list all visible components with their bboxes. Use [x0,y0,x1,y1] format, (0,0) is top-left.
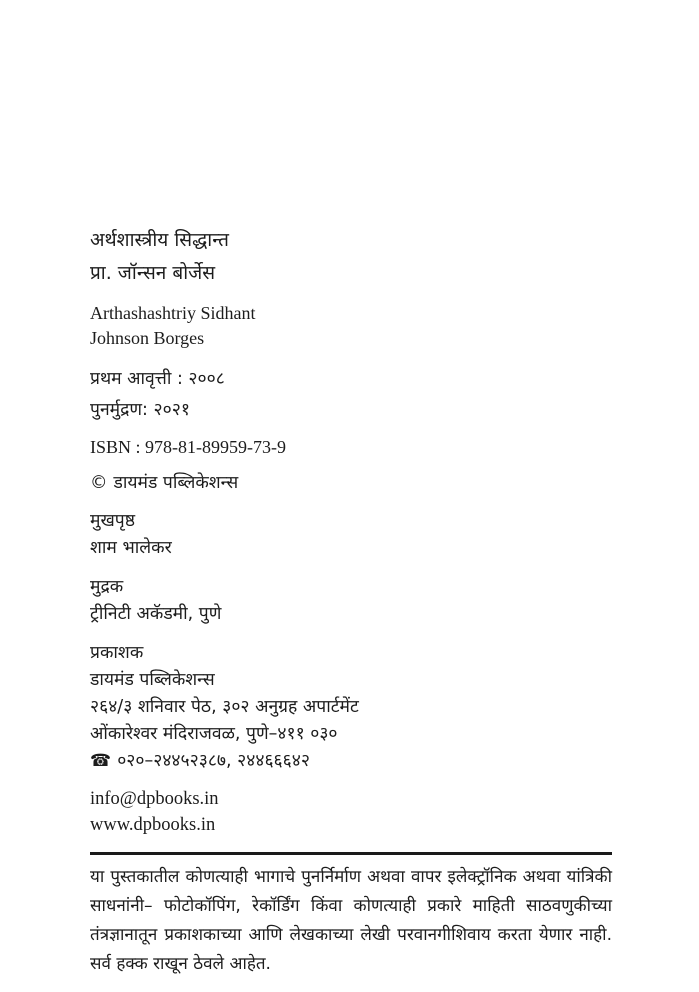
title-block [90,224,612,290]
publisher-address-line2: ओंकारेश्वर मंदिराजवळ, पुणे–४११ ०३० [90,724,338,744]
cover-label: मुखपृष्ठ [90,511,136,531]
first-edition-line: प्रथम आवृत्ती : २००८ [90,369,225,389]
telephone-icon: ☎ [90,751,112,771]
copyright-icon: © [90,473,108,493]
cover-artist: शाम भालेकर [90,538,172,558]
phone-numbers: ०२०–२४४५२३८७, २४४६६६४२ [117,751,310,771]
copyright-line [90,470,612,496]
imprint-content [90,224,612,992]
publisher-name: डायमंड पब्लिकेशन्स [90,670,215,690]
copyright-holder: डायमंड पब्लिकेशन्स [113,473,239,493]
book-title-marathi: अर्थशास्त्रीय सिद्धान्त [90,229,229,251]
printer-section [90,574,612,628]
english-title-block [90,301,612,351]
printer-label: मुद्रक [90,577,124,597]
publisher-address-line1: २६४/३ शनिवार पेठ, ३०२ अनुग्रह अपार्टमेंट [90,697,359,717]
edition-block [90,364,612,426]
publisher-email: info@dpbooks.in [90,789,219,809]
isbn-line: ISBN : 978-81-89959-73-9 [90,437,286,457]
rights-notice-paragraph: या पुस्तकातील कोणत्याही भागाचे पुनर्निर्माण अथवा वापर इलेक्ट्रॉनिक अथवा यांत्रिकी साधनांनी– फोटोकॉपिंग, रेकॉर्डिंग किंवा कोणत्याही प्रकारे माहिती साठवणुकीच्या तंत्रज्ञानातून प्रकाशकाच्या आणि लेखकाच्या लेखी परवानगीशिवाय करता येणार नाही. सर्व हक्क राखून ठेवले आहेत. [90,867,612,974]
notice-divider-rule [90,852,612,855]
book-title-english: Arthashashtriy Sidhant [90,303,256,323]
book-author-marathi: प्रा. जॉन्सन बोर्जेस [90,262,216,284]
contact-block [90,786,612,838]
cover-section [90,508,612,562]
publisher-label: प्रकाशक [90,643,144,663]
printer-name: ट्रीनिटी अकॅडमी, पुणे [90,604,222,624]
reprint-line: पुनर्मुद्रण: २०२१ [90,400,190,420]
publisher-website: www.dpbooks.in [90,815,216,835]
publisher-section [90,640,612,775]
phone-line [90,748,612,775]
book-author-english: Johnson Borges [90,328,205,348]
